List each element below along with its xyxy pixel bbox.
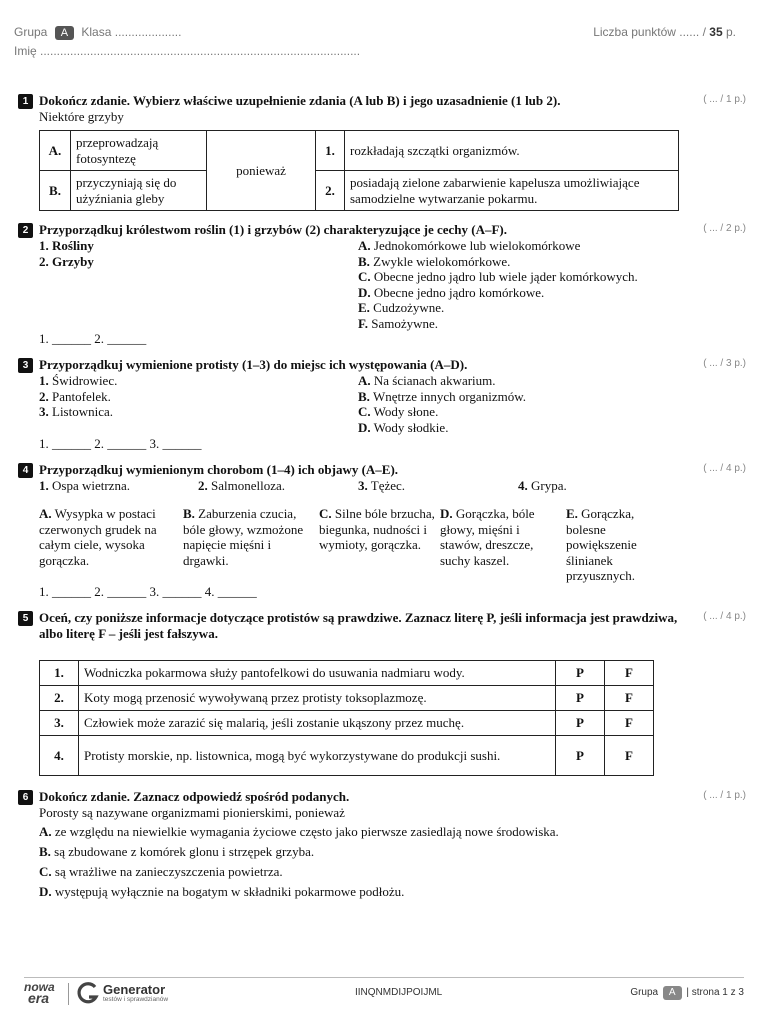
question-number: 6 <box>18 790 33 805</box>
list-item: D. Wody słodkie. <box>358 419 449 435</box>
name-row <box>14 44 360 58</box>
class-label: Klasa <box>81 25 112 39</box>
reason-number[interactable]: 2. <box>316 171 345 211</box>
list-item: A. Na ścianach akwarium. <box>358 373 496 388</box>
false-option[interactable]: F <box>605 736 654 776</box>
class-field[interactable]: .................... <box>114 25 182 39</box>
table-row <box>40 711 654 736</box>
q1-table <box>39 130 679 211</box>
false-option[interactable]: F <box>605 686 654 711</box>
table-row <box>40 661 654 686</box>
q5-table <box>39 660 654 776</box>
question-points: ( ... / 2 p.) <box>703 223 746 234</box>
logo-divider <box>68 983 69 1005</box>
group-badge: A <box>55 26 74 40</box>
option-letter[interactable]: A. <box>40 131 71 171</box>
footer-divider <box>24 977 744 978</box>
list-item: 2. Grzyby <box>39 253 94 269</box>
document-code: IINQNMDIJPOIJML <box>355 987 443 998</box>
page-indicator: Grupa A | strona 1 z 3 <box>630 987 744 998</box>
row-number: 1. <box>40 661 79 686</box>
connector-cell: ponieważ <box>207 131 316 211</box>
reason-text[interactable]: rozkładają szczątki organizmów. <box>345 131 679 171</box>
false-option[interactable]: F <box>605 661 654 686</box>
group-label: Grupa <box>14 25 48 39</box>
reason-number[interactable]: 1. <box>316 131 345 171</box>
true-option[interactable]: P <box>556 711 605 736</box>
question-title: Przyporządkuj wymienione protisty (1–3) do miejsc ich występowania (A–D). <box>39 357 468 372</box>
question-title: Przyporządkuj królestwom roślin (1) i grzybów (2) charakteryzujące je cechy (A–F). <box>39 222 508 237</box>
answer-option-c[interactable]: C. są wrażliwe na zanieczyszczenia powietrza. <box>39 864 283 879</box>
disease-item: 2. Salmonelloza. <box>198 478 286 493</box>
symptom-item: C. Silne bóle brzucha, biegunka, nudności i wymioty, gorączka. <box>319 506 435 552</box>
answer-field[interactable]: 1. ______ 2. ______ 3. ______ <box>39 436 202 451</box>
list-item: 1. Świdrowiec. <box>39 373 118 388</box>
answer-field[interactable]: 1. ______ 2. ______ <box>39 331 147 346</box>
answer-field[interactable]: 1. ______ 2. ______ 3. ______ 4. ______ <box>39 584 257 599</box>
statement-text: Wodniczka pokarmowa służy pantofelkowi do usuwania nadmiaru wody. <box>79 661 556 686</box>
list-item: E. Cudzożywne. <box>358 300 445 315</box>
true-option[interactable]: P <box>556 686 605 711</box>
list-item: F. Samożywne. <box>358 315 439 331</box>
name-label: Imię <box>14 44 37 58</box>
disease-item: 1. Ospa wietrzna. <box>39 478 130 493</box>
statement-text: Protisty morskie, np. listownica, mogą być wykorzystywane do produkcji sushi. <box>79 736 556 776</box>
q2-right-list <box>358 238 638 331</box>
points-unit: p. <box>725 25 736 39</box>
question-stem: Niektóre grzyby <box>39 109 124 124</box>
reason-text[interactable]: posiadają zielone zabarwienie kapelusza umożliwiające samodzielne wytwarzanie pokarmu. <box>345 171 679 211</box>
answer-option-d[interactable]: D. występują wyłącznie na bogatym w składniki pokarmowe podłożu. <box>39 884 405 899</box>
q3-left-list <box>39 373 117 420</box>
row-number: 2. <box>40 686 79 711</box>
question-points: ( ... / 1 p.) <box>703 94 746 105</box>
generator-title: Generator <box>103 982 166 997</box>
question-title: Przyporządkuj wymienionym chorobom (1–4) ich objawy (A–E). <box>39 462 399 477</box>
statement-text: Człowiek może zarazić się malarią, jeśli zostanie ukąszony przez muchę. <box>79 711 556 736</box>
table-row <box>40 736 654 776</box>
list-item: C. Wody słone. <box>358 404 439 419</box>
answer-option-a[interactable]: A. ze względu na niewielkie wymagania życiowe często jako pierwsze zasiedlają nowe środowiska. <box>39 824 559 839</box>
q2-left-list <box>39 238 94 269</box>
row-number: 4. <box>40 736 79 776</box>
statement-text: Koty mogą przenosić wywoływaną przez protisty toksoplazmozę. <box>79 686 556 711</box>
true-option[interactable]: P <box>556 661 605 686</box>
generator-logo-icon <box>77 982 99 1006</box>
points-summary <box>593 25 736 39</box>
question-stem: Porosty są nazywane organizmami pionierskimi, ponieważ <box>39 805 345 820</box>
question-points: ( ... / 1 p.) <box>703 790 746 801</box>
symptom-item: E. Gorączka, bolesne powiększenie ślinianek przyusznych. <box>566 506 637 583</box>
q3-right-list <box>358 373 526 435</box>
question-points: ( ... / 4 p.) <box>703 611 746 622</box>
table-row <box>40 686 654 711</box>
question-number: 3 <box>18 358 33 373</box>
symptom-item: A. Wysypka w postaci czerwonych grudek na całym ciele, wysoka gorączka. <box>39 506 157 568</box>
name-field[interactable]: ................................................................................................ <box>40 44 361 58</box>
symptom-item: D. Gorączka, bóle głowy, mięśni i stawów, dreszcze, suchy kaszel. <box>440 506 535 568</box>
list-item: 1. Rośliny <box>39 238 94 253</box>
question-points: ( ... / 4 p.) <box>703 463 746 474</box>
disease-item: 3. Tężec. <box>358 478 406 493</box>
option-text[interactable]: przyczyniają się do użyźniania gleby <box>71 171 207 211</box>
row-number: 3. <box>40 711 79 736</box>
list-item: C. Obecne jedno jądro lub wiele jąder komórkowych. <box>358 269 638 284</box>
false-option[interactable]: F <box>605 711 654 736</box>
footer-group-badge: A <box>663 986 682 1000</box>
question-points: ( ... / 3 p.) <box>703 358 746 369</box>
option-text[interactable]: przeprowadzają fotosyntezę <box>71 131 207 171</box>
generator-subtitle: testów i sprawdzianów <box>103 996 169 1003</box>
question-number: 4 <box>18 463 33 478</box>
symptom-item: B. Zaburzenia czucia, bóle głowy, wzmożone napięcie mięśni i drgawki. <box>183 506 304 568</box>
answer-option-b[interactable]: B. są zbudowane z komórek glonu i strzępek grzyba. <box>39 844 315 859</box>
list-item: 3. Listownica. <box>39 404 114 419</box>
true-option[interactable]: P <box>556 736 605 776</box>
option-letter[interactable]: B. <box>40 171 71 211</box>
points-label: Liczba punktów ...... / <box>593 25 706 39</box>
question-number: 5 <box>18 611 33 626</box>
disease-item: 4. Grypa. <box>518 478 567 493</box>
header-group <box>14 25 181 40</box>
question-title: Dokończ zdanie. Wybierz właściwe uzupełnienie zdania (A lub B) i jego uzasadnienie (1 lub 2). <box>39 93 561 108</box>
points-total: 35 <box>709 25 723 39</box>
list-item: A. Jednokomórkowe lub wielokomórkowe <box>358 238 581 253</box>
list-item: D. Obecne jedno jądro komórkowe. <box>358 284 545 300</box>
question-title: Oceń, czy poniższe informacje dotyczące protistów są prawdziwe. Zaznacz literę P, jeśli informacja jest prawdziwa, albo literę F – jeśli jest fałszywa. <box>39 610 678 641</box>
nowa-era-logo: nowa era <box>24 980 55 1006</box>
list-item: B. Zwykle wielokomórkowe. <box>358 253 511 269</box>
list-item: 2. Pantofelek. <box>39 388 111 404</box>
question-number: 1 <box>18 94 33 109</box>
list-item: B. Wnętrze innych organizmów. <box>358 388 526 404</box>
question-number: 2 <box>18 223 33 238</box>
question-title: Dokończ zdanie. Zaznacz odpowiedź spośród podanych. <box>39 789 350 804</box>
